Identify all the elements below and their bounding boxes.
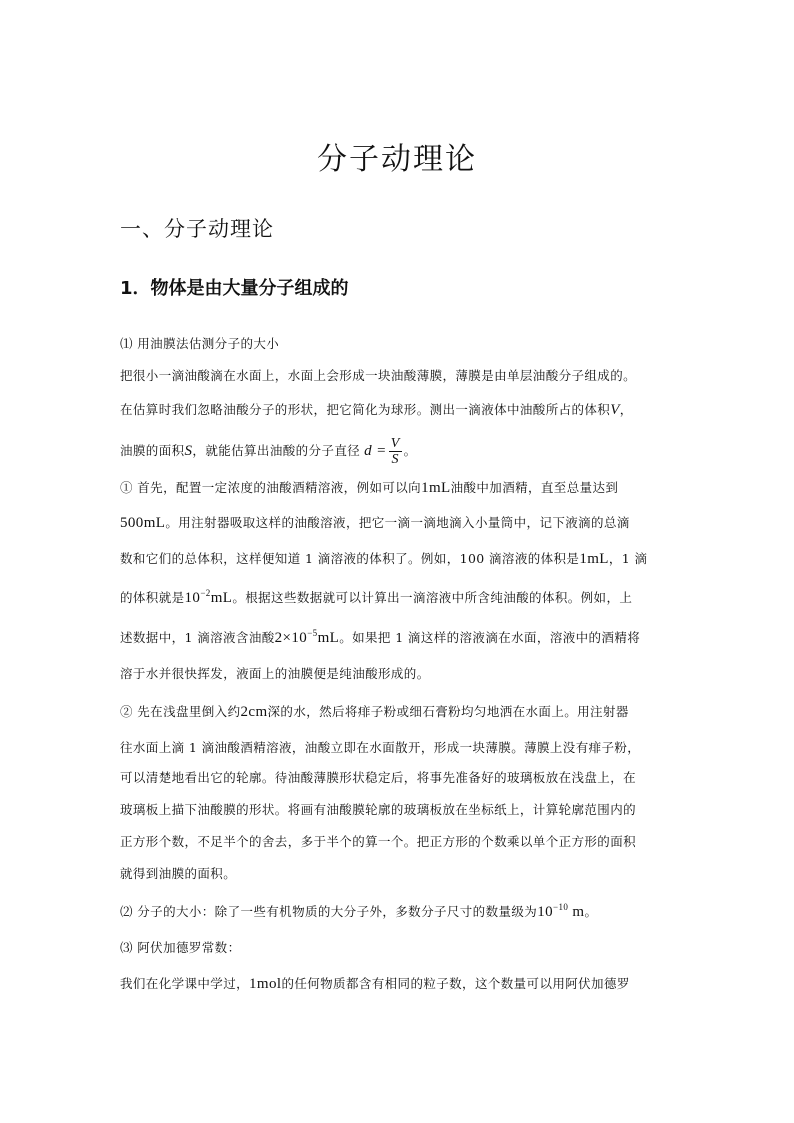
text-line: 就得到油膜的面积。 <box>120 866 237 881</box>
text-line: 的体积就是$10^{-2}mL$。根据这些数据就可以计算出一滴溶液中所含纯油酸的体积。例如，上 <box>120 588 633 606</box>
paragraph-heading-avogadro: ⑶ 阿伏加德罗常数： <box>120 940 241 955</box>
step-1-line: ① 首先，配置一定浓度的油酸酒精溶液，例如可以向1mL油酸中加酒精，直至总量达到 <box>120 480 619 496</box>
text-line: 述数据中，1 滴溶液含油酸$2\times 10^{-5}mL$。如果把 1 滴这样的溶液滴在水面，溶液中的酒精将 <box>120 628 641 646</box>
subsection-heading: 1．物体是由大量分子组成的 <box>120 278 349 299</box>
section-heading: 一、分子动理论 <box>120 217 274 241</box>
text-line: 我们在化学课中学过，1mol的任何物质都含有相同的粒子数，这个数量可以用阿伏加德罗 <box>120 976 630 992</box>
paragraph-molecule-size: ⑵ 分子的大小：除了一些有机物质的大分子外，多数分子尺寸的数量级为$10^{-10}$ m。 <box>120 902 598 920</box>
text-line: 油膜的面积S，就能估算出油酸的分子直径 d = $\frac{V}{S}$ 。 <box>120 436 417 467</box>
text-line: 可以清楚地看出它的轮廓。待油酸薄膜形状稳定后，将事先准备好的玻璃板放在浅盘上，在 <box>120 770 637 785</box>
text-line: 正方形个数，不足半个的舍去，多于半个的算一个。把正方形的个数乘以单个正方形的面积 <box>120 834 637 849</box>
document-title: 分子动理论 <box>317 142 477 177</box>
text-line: 把很小一滴油酸滴在水面上，水面上会形成一块油酸薄膜，薄膜是由单层油酸分子组成的。 <box>120 368 637 383</box>
formula-lhs: d = <box>364 443 387 459</box>
paragraph-heading-oil-film: ⑴ 用油膜法估测分子的大小 <box>120 336 280 351</box>
text-line: 500mL。用注射器吸取这样的油酸溶液，把它一滴一滴地滴入小量筒中，记下液滴的总滴 <box>120 515 630 531</box>
text-line: 玻璃板上描下油酸膜的形状。将画有油酸膜轮廓的玻璃板放在坐标纸上，计算轮廓范围内的 <box>120 802 637 817</box>
text-line: 溶于水并很快挥发，液面上的油膜便是纯油酸形成的。 <box>120 666 430 681</box>
diameter-formula: $\frac{V}{S}$ <box>390 436 400 467</box>
step-2-line: ② 先在浅盘里倒入约2cm深的水，然后将痱子粉或细石膏粉均匀地洒在水面上。用注射器 <box>120 704 629 720</box>
text-line: 往水面上滴 1 滴油酸酒精溶液，油酸立即在水面散开，形成一块薄膜。薄膜上没有痱子粉， <box>120 740 641 755</box>
text-line: 在估算时我们忽略油酸分子的形状，把它简化为球形。测出一滴液体中油酸所占的体积V， <box>120 402 633 418</box>
text-line: 数和它们的总体积，这样便知道 1 滴溶液的体积了。例如，100 滴溶液的体积是1mL，1 滴 <box>120 551 648 567</box>
